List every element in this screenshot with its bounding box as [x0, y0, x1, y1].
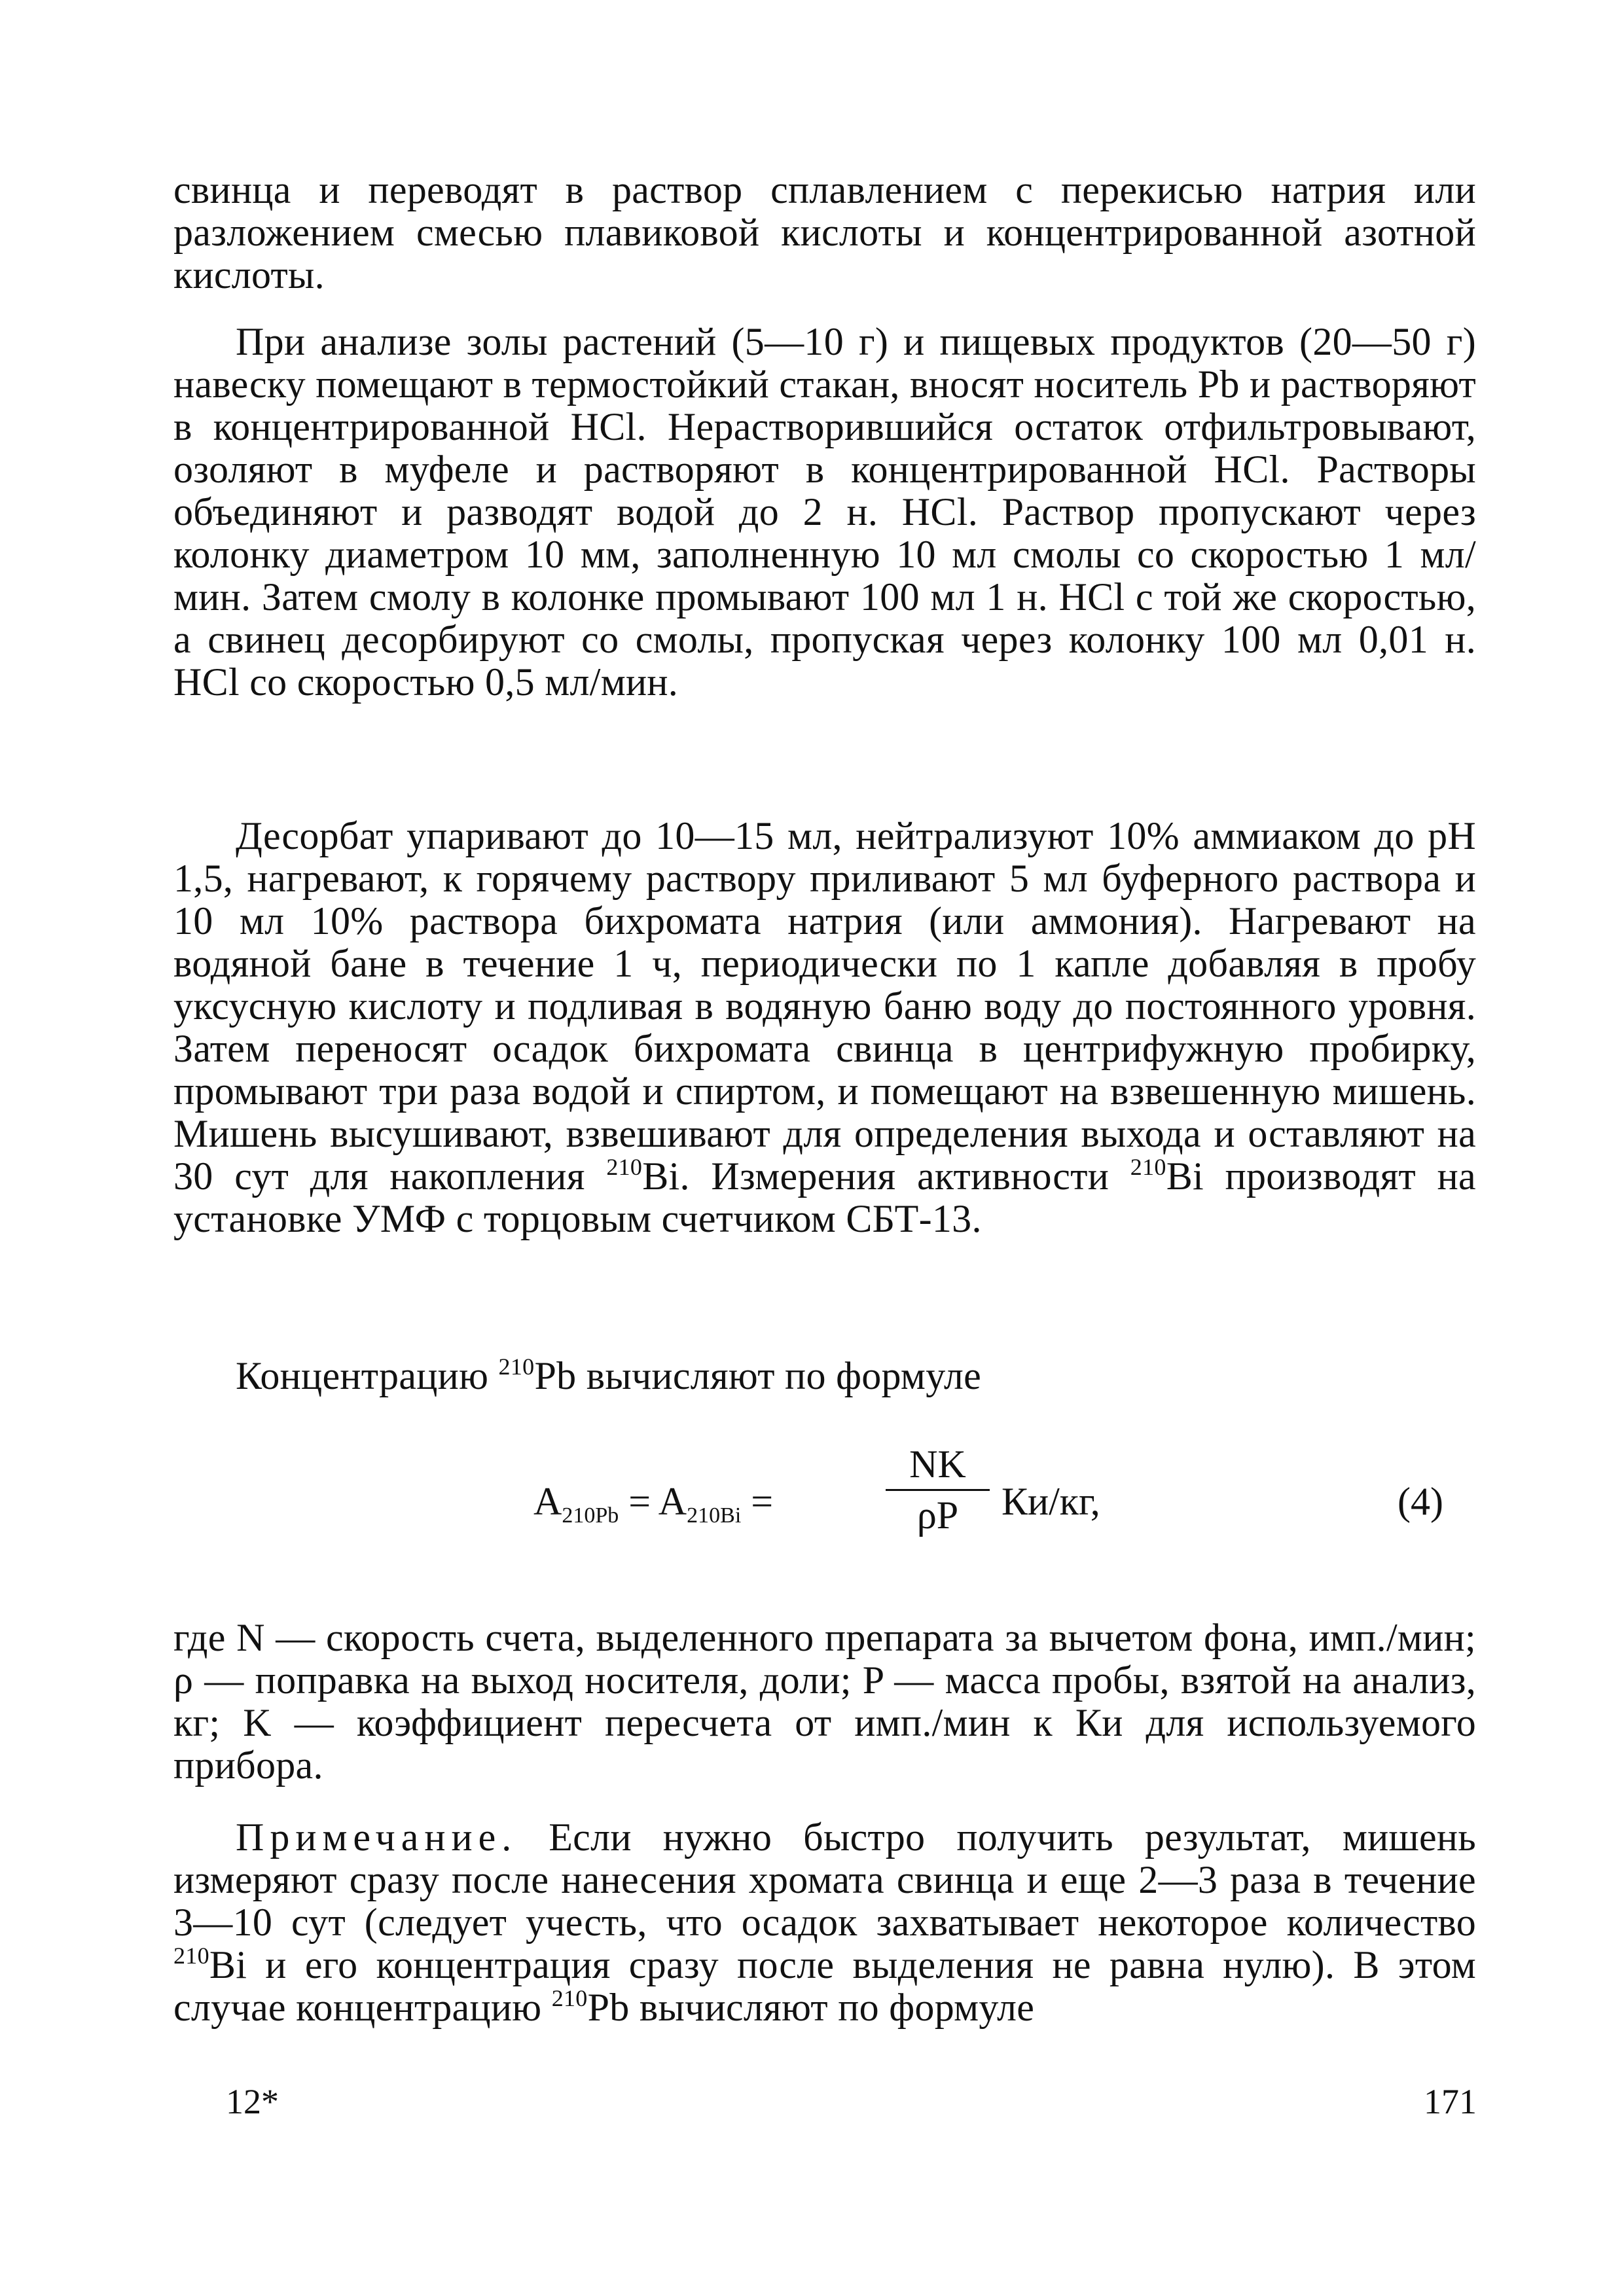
paragraph-text: свинца и переводят в раствор сплавлением с перекисью натрия или разложением смесью плавиковой кислоты и концентрированной азотной кислоты.: [173, 168, 1476, 296]
activity-symbol: A: [533, 1480, 562, 1523]
paragraph-variables: [173, 1617, 1476, 1787]
equals-sign: =: [619, 1480, 659, 1523]
formula-fraction: [880, 1440, 995, 1540]
formula-4: [0, 1440, 1624, 1571]
isotope-superscript: 210: [606, 1154, 643, 1180]
paragraph-text: Bi и его концентрация сразу после выделения не равна нулю). В этом случае концентрацию: [173, 1943, 1476, 2029]
paragraph-text: где N — скорость счета, выделенного препарата за вычетом фона, имп./мин; ρ — поправка на выход носителя, доли; P — масса пробы, взятой на анализ, кг; K — коэффициент пересчета от имп./мин к Ки для используемого прибора.: [173, 1616, 1476, 1787]
paragraph-desorbate: [173, 815, 1476, 1240]
fraction-numerator: NK: [909, 1443, 966, 1486]
paragraph-text: Десорбат упаривают до 10—15 мл, нейтрализуют 10% аммиаком до pH 1,5, нагревают, к горячему раствору приливают 5 мл буферного раствора и 10 мл 10% раствора бихромата натрия (или аммония). Нагревают на водяной бане в течение 1 ч, периодически по 1 капле добавляя в пробу уксусную кислоту и подливая в водяную баню воду до постоянного уровня. Затем переносят осадок бихромата свинца в центрифужную пробирку, промывают три раза водой и спиртом, и помещают на взвешенную мишень. Мишень высушивают, взвешивают для определения выхода и оставляют на 30 сут для накопления: [173, 814, 1476, 1198]
formula-subscript: 210Bi: [687, 1503, 742, 1528]
printer-signature: 12*: [226, 2082, 279, 2121]
equals-sign: =: [741, 1480, 774, 1523]
note-label: Примечание.: [236, 1816, 518, 1859]
equation-number: (4): [1398, 1480, 1443, 1523]
paragraph-ash-analysis: [173, 321, 1476, 704]
paragraph-text: Если нужно быстро получить результат, мишень измеряют сразу после нанесения хромата свинца и еще 2—3 раза в течение 3—10 сут (следует учесть, что осадок захватывает некоторое количество: [173, 1816, 1476, 1944]
fraction-denominator: ρP: [916, 1494, 959, 1537]
paragraph-text: При анализе золы растений (5—10 г) и пищевых продуктов (20—50 г) навеску помещают в термостойкий стакан, вносят носитель Pb и растворяют в концентрированной HCl. Нерастворившийся остаток отфильтровывают, озоляют в муфеле и растворяют в концентрированной HCl. Растворы объединяют и разводят водой до 2 н. HCl. Раствор пропускают через колонку диаметром 10 мм, заполненную 10 мл смолы со скоростью 1 мл/мин. Затем смолу в колонке промывают 100 мл 1 н. HCl с той же скоростью, а свинец десорбируют со смолы, пропуская через колонку 100 мл 0,01 н. HCl со скоростью 0,5 мл/мин.: [173, 320, 1476, 704]
isotope-superscript: 210: [551, 1985, 588, 2011]
activity-symbol: A: [658, 1480, 687, 1523]
page-number: 171: [1424, 2082, 1477, 2121]
paragraph-text: Pb вычисляют по формуле: [587, 1986, 1035, 2029]
formula-unit: Ки/кг,: [1001, 1480, 1100, 1523]
paragraph-formula-intro: [173, 1355, 1476, 1397]
paragraph-text: Bi. Измерения активности: [642, 1155, 1130, 1198]
paragraph-continuation: [173, 169, 1476, 296]
paragraph-note: [173, 1816, 1476, 2029]
isotope-superscript: 210: [1130, 1154, 1166, 1180]
isotope-superscript: 210: [173, 1943, 209, 1969]
paragraph-text: Pb вычисляют по формуле: [534, 1354, 982, 1397]
formula-subscript: 210Pb: [562, 1503, 619, 1528]
isotope-superscript: 210: [498, 1354, 535, 1380]
paragraph-text: Bi производят на установке УМФ с торцовым счетчиком СБТ-13.: [173, 1155, 1476, 1240]
paragraph-text: Концентрацию: [236, 1354, 499, 1397]
formula-lhs: [533, 1479, 774, 1528]
